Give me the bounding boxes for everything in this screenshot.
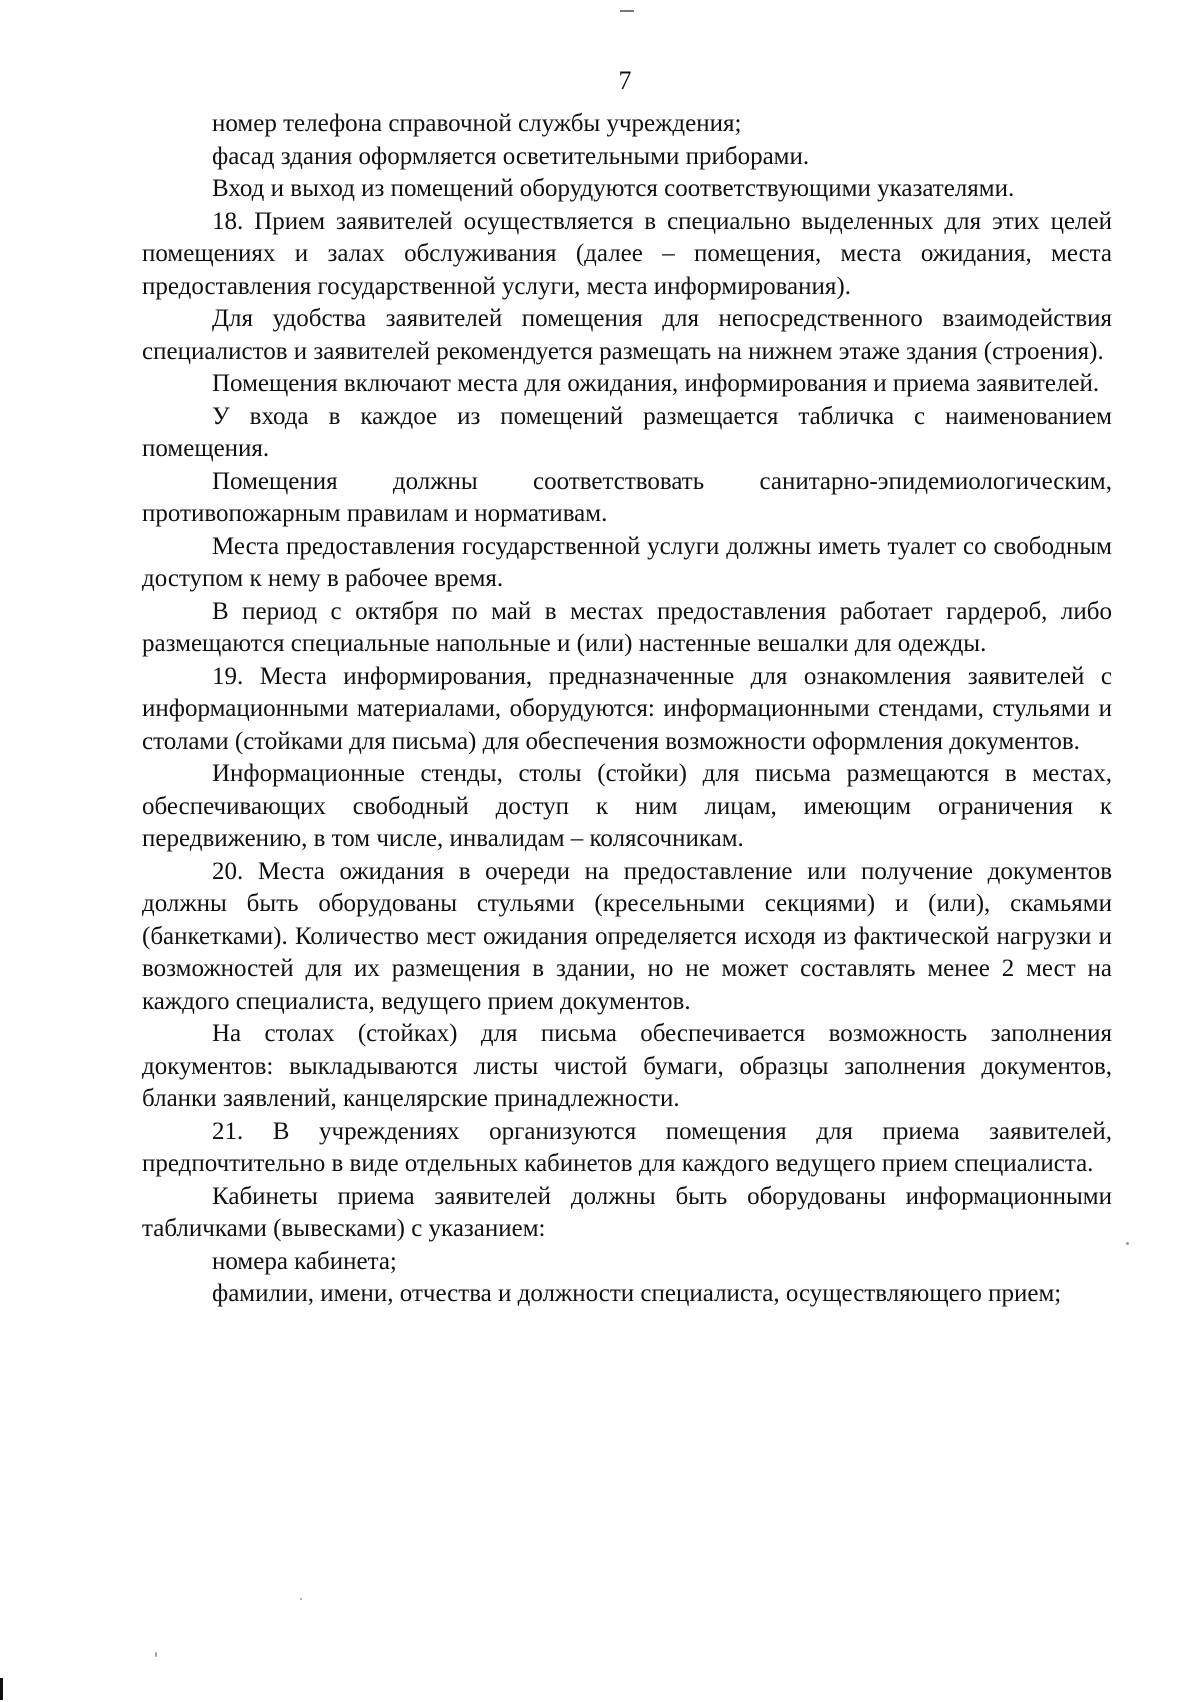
- paragraph-19: 19. Места информирования, предназначенные для ознакомления заявителей с информационными материалами, оборудуются: информационными стендами, стульями и столами (стойками для письма) для обеспечения возможности оформления документов.: [142, 662, 1112, 755]
- page-number: 7: [618, 66, 632, 95]
- paragraph-sign: У входа в каждое из помещений размещается табличка с наименованием помещения.: [142, 402, 1112, 462]
- paragraph-cabinet-number: номера кабинета;: [212, 1247, 397, 1275]
- paragraph-18: 18. Прием заявителей осуществляется в специально выделенных для этих целей помещениях и залах обслуживания (далее – помещения, места ожидания, места предоставления государственной услуги, места информирования).: [142, 207, 1112, 300]
- paragraph-toilet: Места предоставления государственной услуги должны иметь туалет со свободным доступом к нему в рабочее время.: [142, 532, 1112, 592]
- paragraph-sanitary: Помещения должны соответствовать санитарно-эпидемиологическим, противопожарным правилам и нормативам.: [142, 467, 1112, 527]
- paragraph-facade: фасад здания оформляется осветительными приборами.: [212, 142, 810, 170]
- paragraph-tables: На столах (стойках) для письма обеспечивается возможность заполнения документов: выкладываются листы чистой бумаги, образцы заполнения документов, бланки заявлений, канцелярские принадлежности.: [142, 1020, 1112, 1112]
- document-body: [142, 108, 1112, 1311]
- paragraph-convenience: Для удобства заявителей помещения для непосредственного взаимодействия специалистов и заявителей рекомендуется размещать на нижнем этаже здания (строения).: [142, 305, 1112, 365]
- paragraph-entrance: Вход и выход из помещений оборудуются соответствующими указателями.: [212, 175, 1015, 202]
- paragraph-21: 21. В учреждениях организуются помещения для приема заявителей, предпочтительно в виде отдельных кабинетов для каждого ведущего прием специалиста.: [142, 1117, 1112, 1177]
- scan-speck: [155, 1652, 157, 1657]
- scan-artifact-top: [620, 10, 634, 12]
- scan-artifact-left: [0, 1678, 3, 1700]
- scan-speck: [300, 1598, 302, 1600]
- paragraph-phone: номер телефона справочной службы учреждения;: [212, 110, 742, 137]
- paragraph-specialist-name: фамилии, имени, отчества и должности специалиста, осуществляющего прием;: [212, 1280, 1062, 1307]
- scan-speck: [1126, 1242, 1129, 1245]
- paragraph-rooms-include: Помещения включают места для ожидания, информирования и приема заявителей.: [212, 370, 1100, 397]
- paragraph-stands: Информационные стенды, столы (стойки) для письма размещаются в местах, обеспечивающих свободный доступ к ним лицам, имеющим ограничения к передвижению, в том числе, инвалидам – колясочникам.: [142, 760, 1112, 852]
- paragraph-wardrobe: В период с октября по май в местах предоставления работает гардероб, либо размещаются специальные напольные и (или) настенные вешалки для одежды.: [142, 597, 1112, 657]
- paragraph-20: 20. Места ожидания в очереди на предоставление или получение документов должны быть оборудованы стульями (кресельными секциями) и (или), скамьями (банкетками). Количество мест ожидания определяется исходя из фактической нагрузки и возможностей для их размещения в здании, но не может составлять менее 2 мест на каждого специалиста, ведущего прием документов.: [142, 857, 1112, 1015]
- paragraph-cabinets: Кабинеты приема заявителей должны быть оборудованы информационными табличками (вывесками) с указанием:: [142, 1182, 1112, 1242]
